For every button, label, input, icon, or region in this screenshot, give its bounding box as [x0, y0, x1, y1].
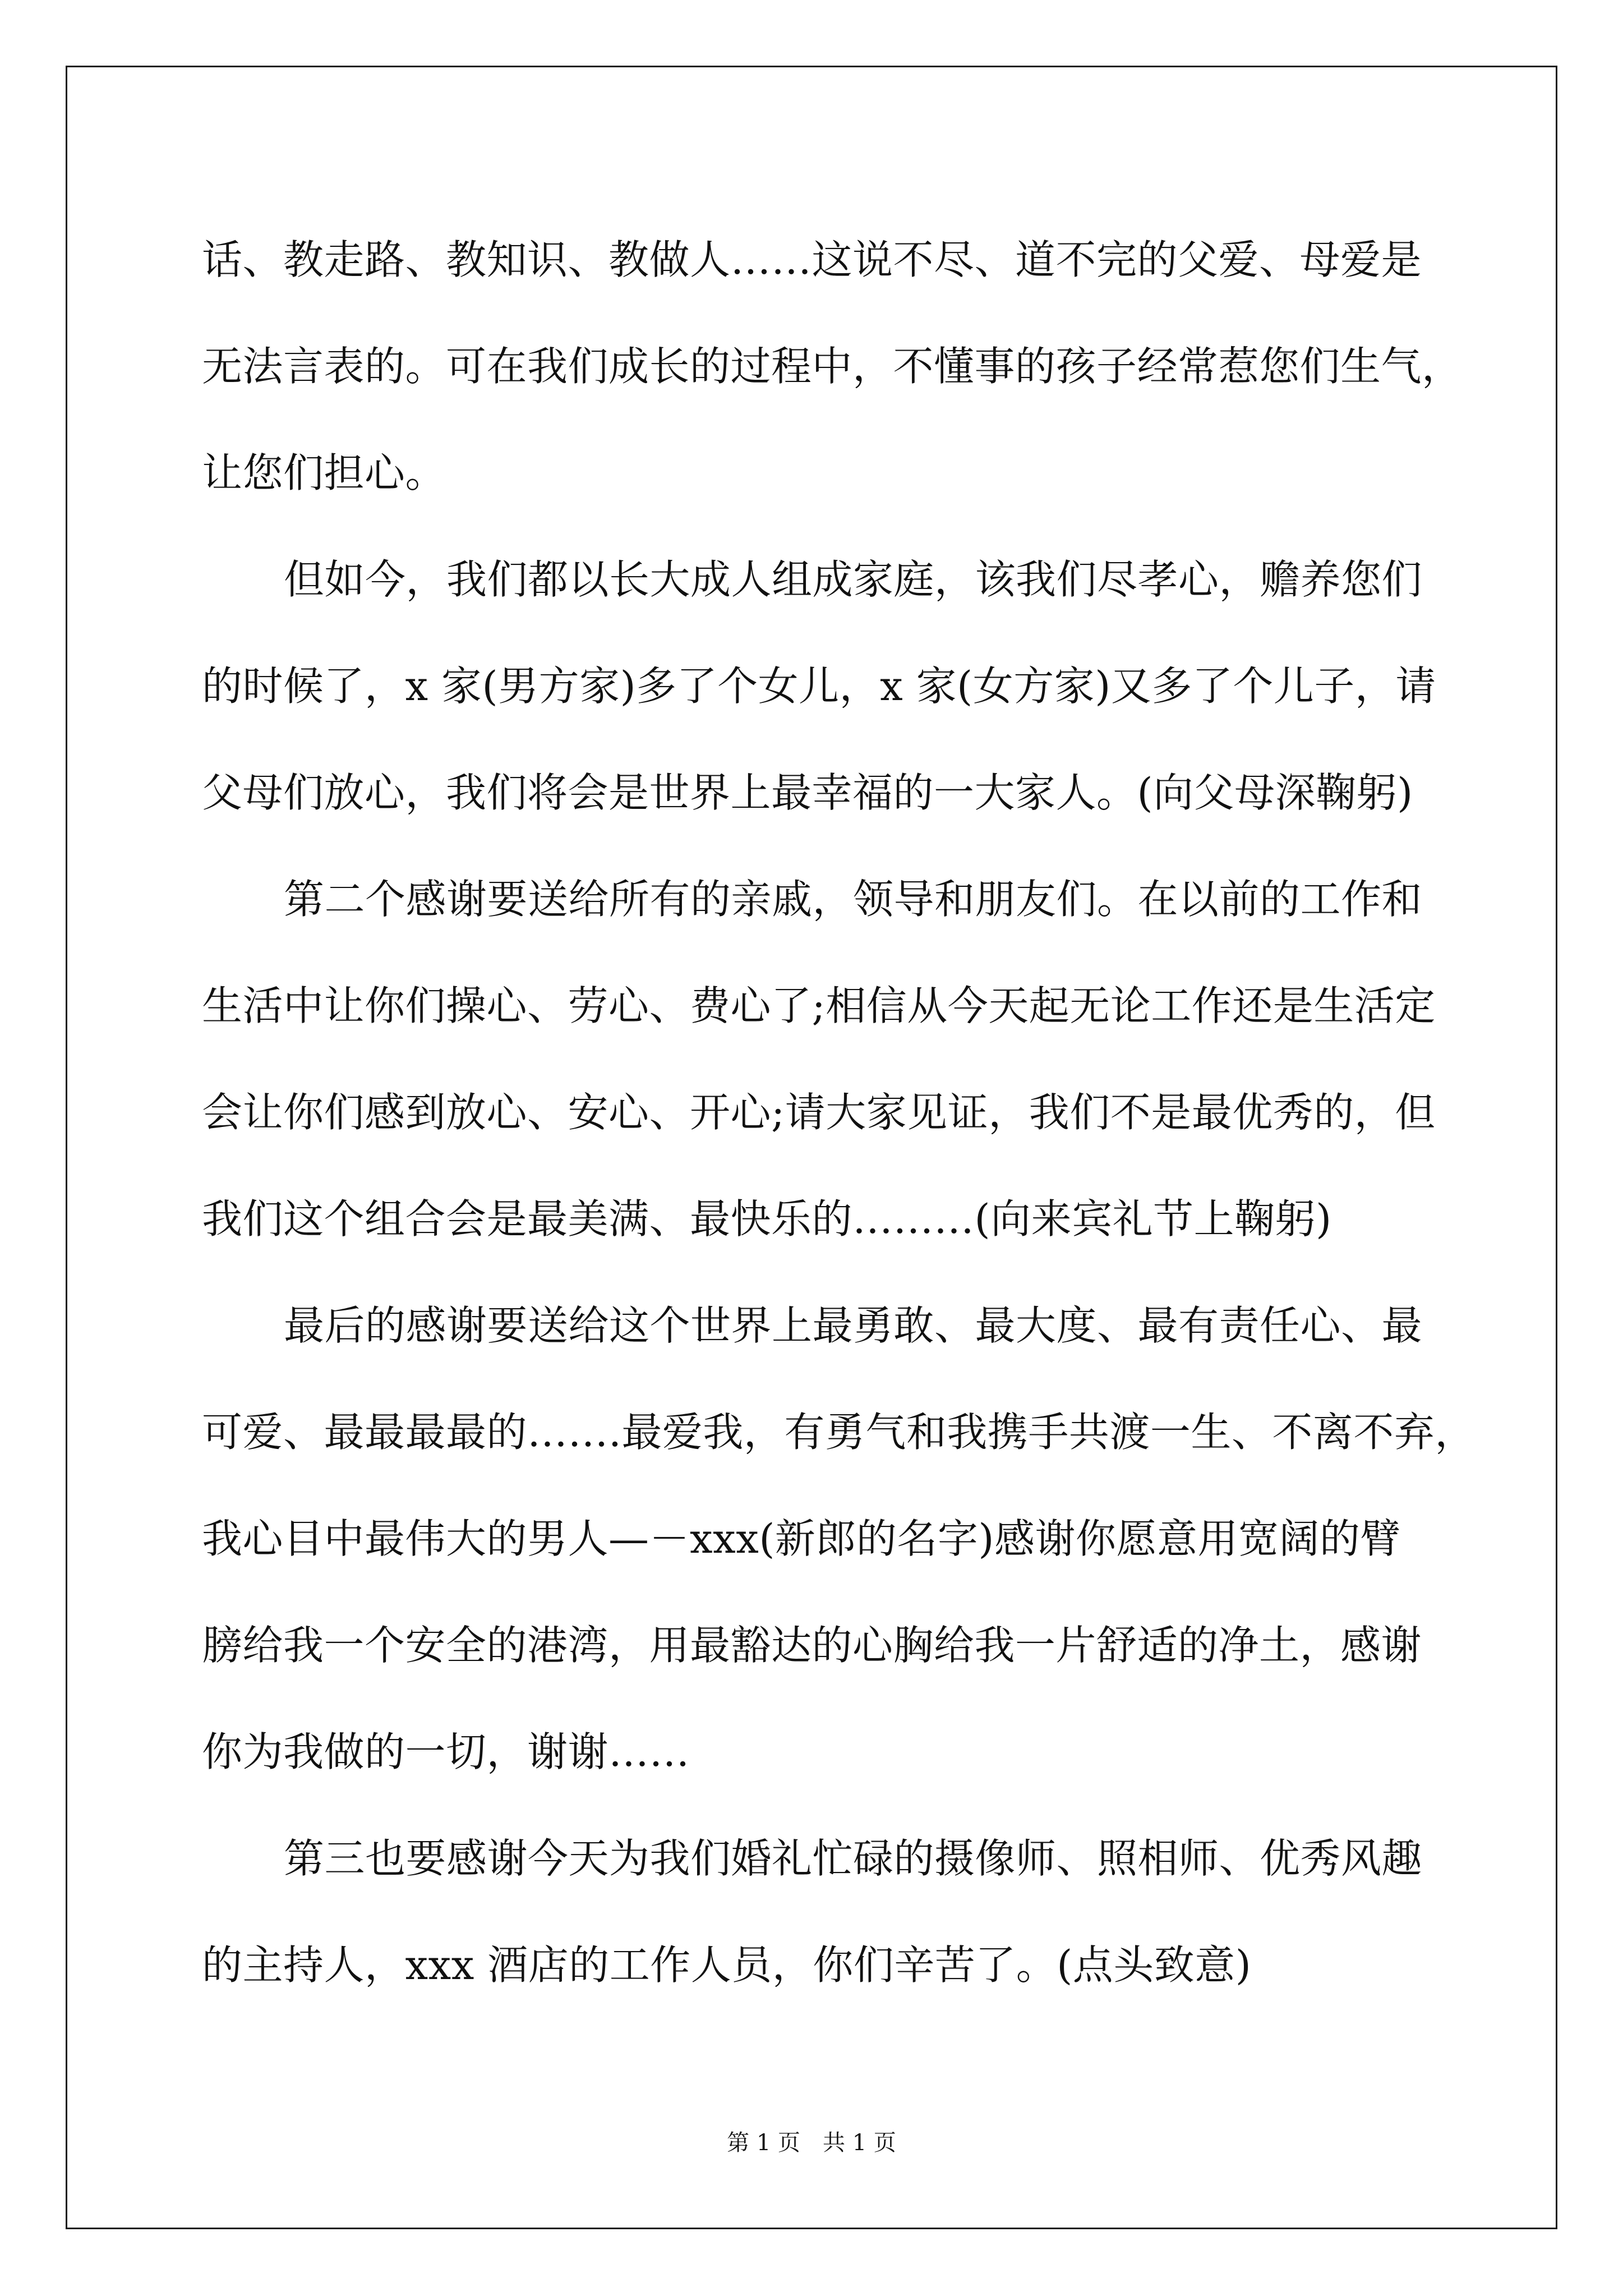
text-line-7: 第二个感谢要送给所有的亲戚，领导和朋友们。在以前的工作和 — [284, 876, 1423, 923]
page-footer — [0, 2127, 1623, 2159]
text-line-15: 你为我做的一切，谢谢…… — [202, 1728, 690, 1775]
text-line-13: 我心目中最伟大的男人—－xxx(新郎的名字)感谢你愿意用宽阔的臂 — [202, 1515, 1401, 1562]
text-line-8: 生活中让你们操心、劳心、费心了;相信从今天起无论工作还是生活定 — [202, 982, 1436, 1029]
text-line-5: 的时候了，x 家(男方家)多了个女儿，x 家(女方家)又多了个儿子，请 — [202, 662, 1436, 710]
page-number: 第 1 页 共 1 页 — [727, 2130, 896, 2156]
text-line-16: 第三也要感谢今天为我们婚礼忙碌的摄像师、照相师、优秀风趣 — [284, 1835, 1423, 1882]
text-line-10: 我们这个组合会是最美满、最快乐的………(向来宾礼节上鞠躬) — [202, 1195, 1332, 1243]
text-line-11: 最后的感谢要送给这个世界上最勇敢、最大度、最有责任心、最 — [284, 1302, 1423, 1349]
text-line-1: 话、教走路、教知识、教做人……这说不尽、道不完的父爱、母爱是 — [202, 236, 1422, 283]
text-line-9: 会让你们感到放心、安心、开心;请大家见证，我们不是最优秀的，但 — [202, 1089, 1436, 1136]
text-line-3: 让您们担心。 — [202, 449, 446, 496]
text-line-6: 父母们放心，我们将会是世界上最幸福的一大家人。(向父母深鞠躬) — [202, 769, 1413, 816]
text-line-12: 可爱、最最最最的…….最爱我，有勇气和我携手共渡一生、不离不弃， — [202, 1409, 1476, 1456]
text-line-4: 但如今，我们都以长大成人组成家庭，该我们尽孝心，赡养您们 — [284, 556, 1423, 603]
text-line-17: 的主持人，xxx 酒店的工作人员，你们辛苦了。(点头致意) — [202, 1941, 1252, 1989]
text-line-2: 无法言表的。可在我们成长的过程中，不懂事的孩子经常惹您们生气， — [202, 343, 1463, 390]
text-line-14: 膀给我一个安全的港湾，用最豁达的心胸给我一片舒适的净土，感谢 — [202, 1622, 1422, 1669]
document-body — [202, 206, 1476, 2018]
